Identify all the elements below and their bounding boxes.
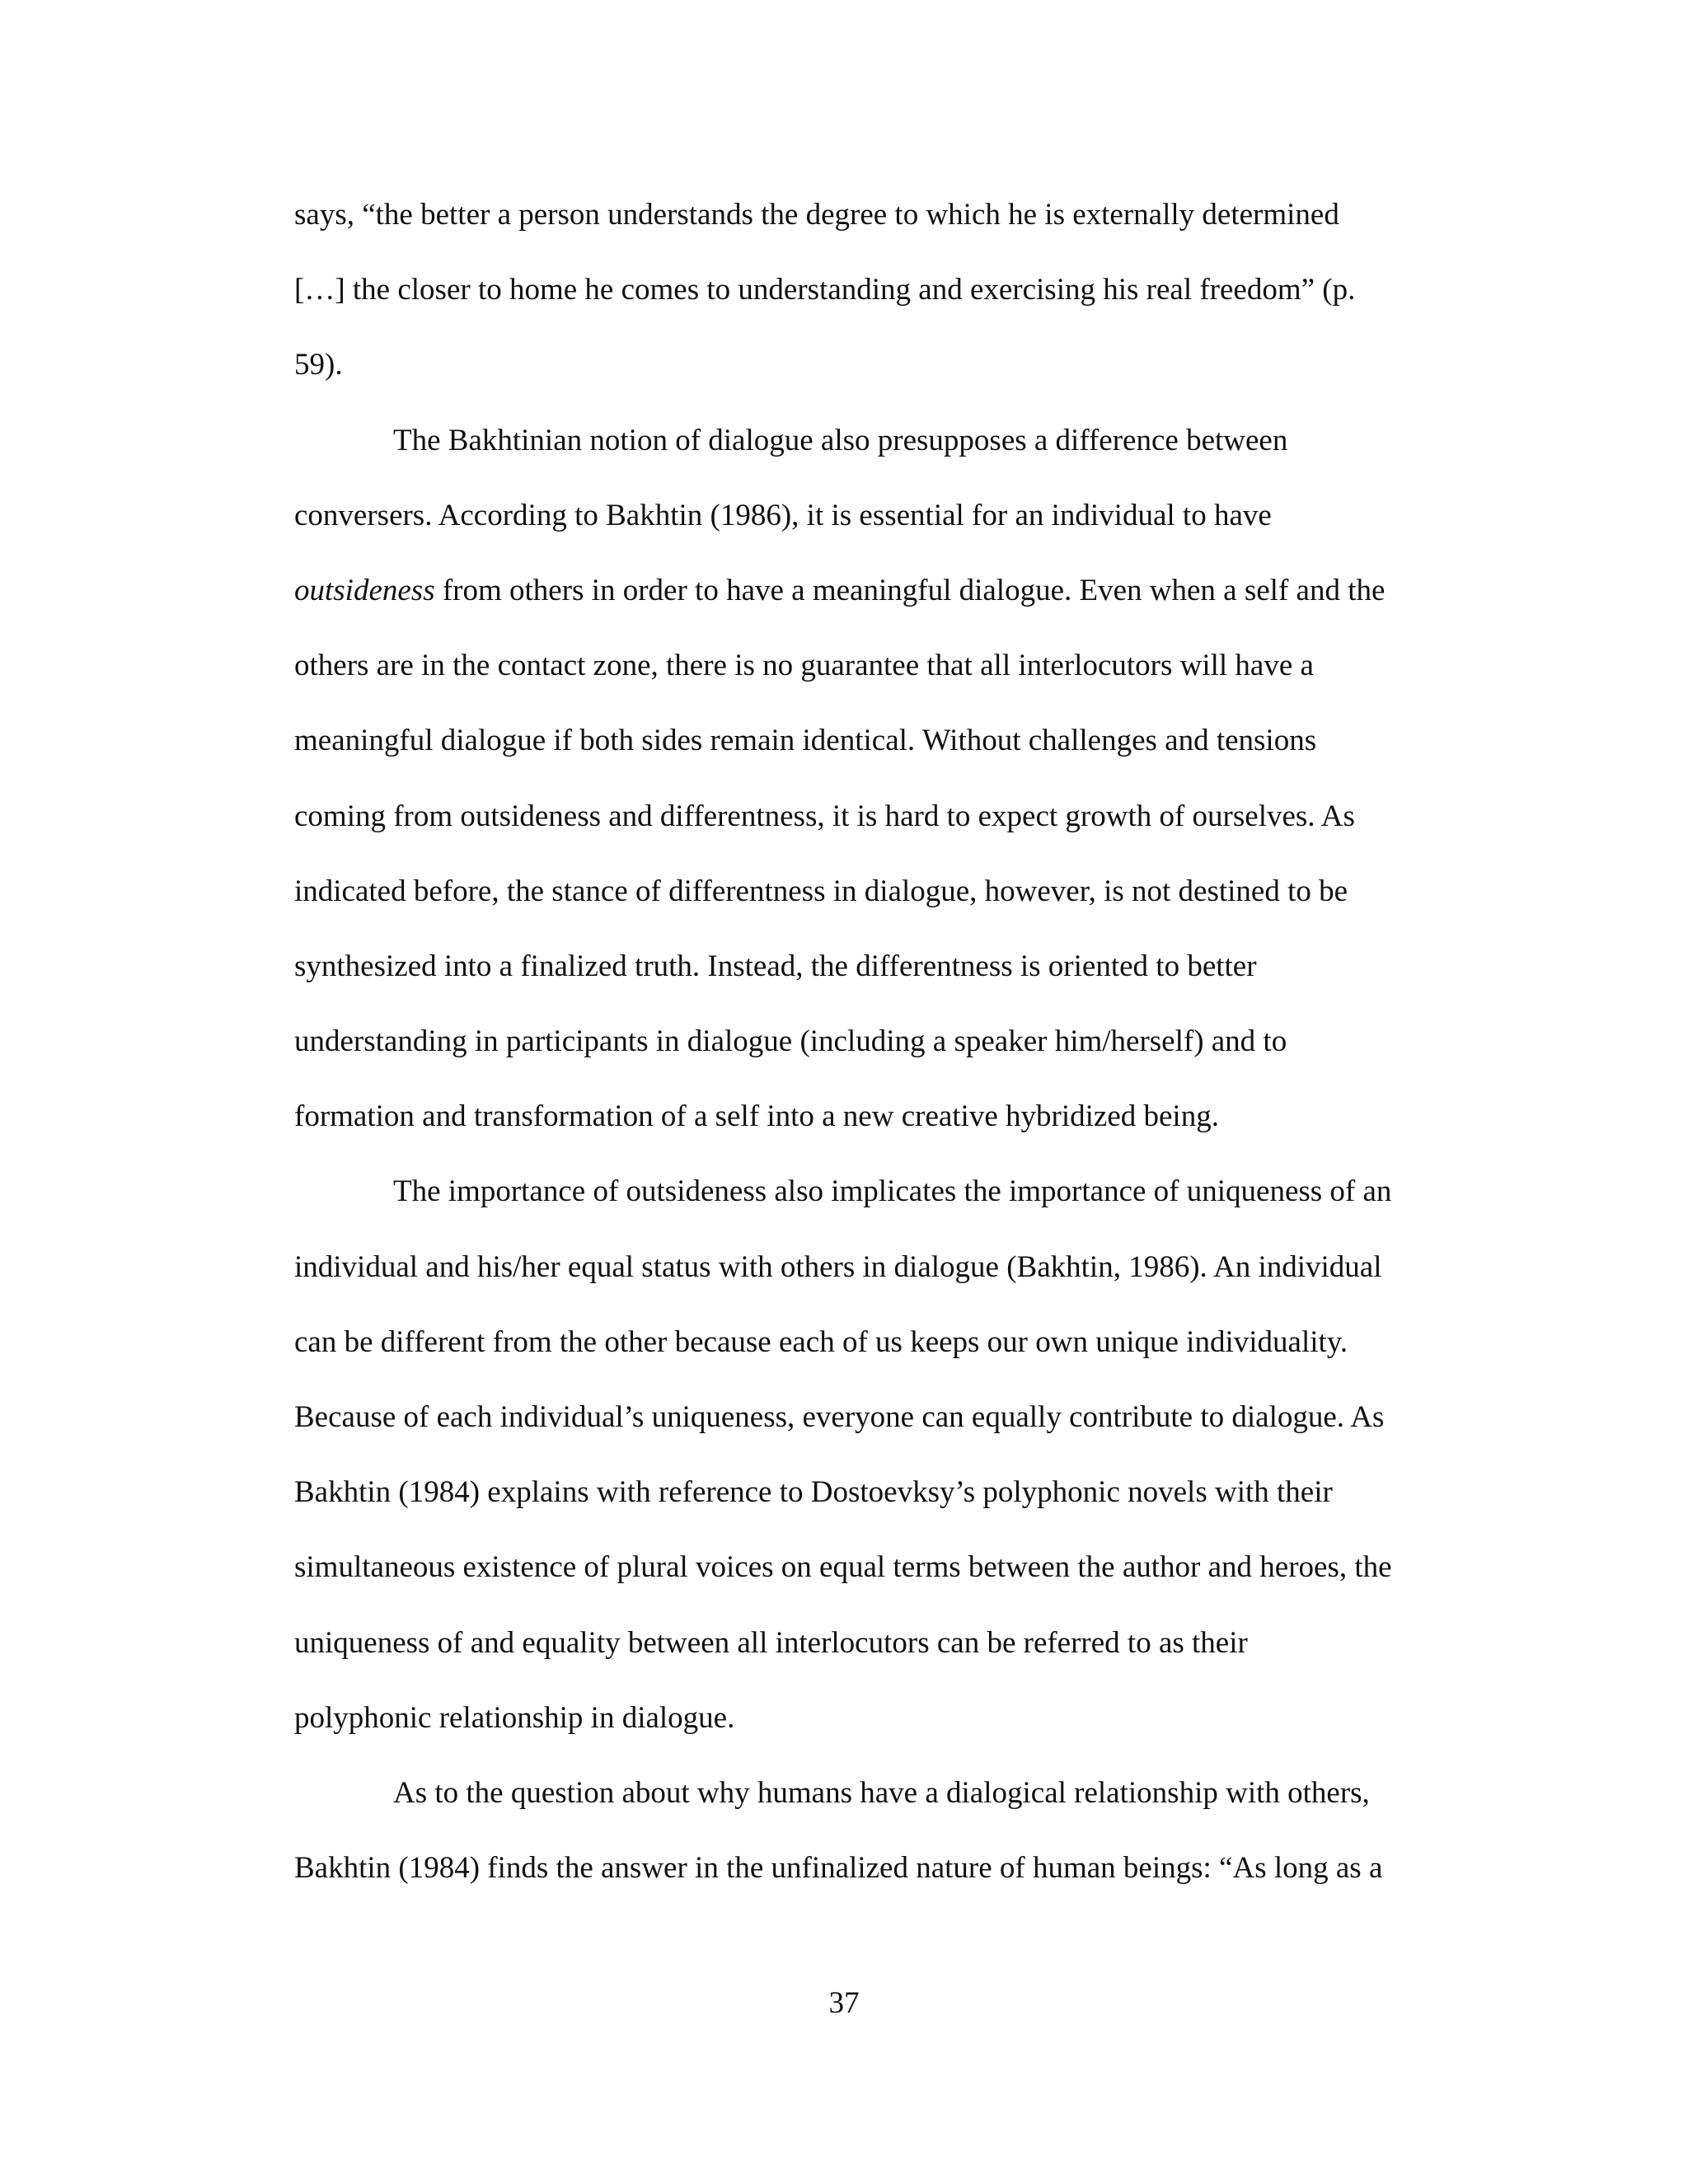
text-line: […] the closer to home he comes to understanding and exercising his real freedom” (p. <box>294 273 1356 307</box>
text-line: The Bakhtinian notion of dialogue also presupposes a difference between <box>393 423 1288 457</box>
text-line: individual and his/her equal status with others in dialogue (Bakhtin, 1986). An individual <box>294 1249 1382 1284</box>
text-line: can be different from the other because each of us keeps our own unique individuality. <box>294 1324 1348 1359</box>
text-line: formation and transformation of a self into a new creative hybridized being. <box>294 1099 1219 1134</box>
text-line: Bakhtin (1984) explains with reference to Dostoevksy’s polyphonic novels with their <box>294 1475 1333 1510</box>
text-line: polyphonic relationship in dialogue. <box>294 1700 735 1735</box>
text-line: meaningful dialogue if both sides remain identical. Without challenges and tensions <box>294 724 1317 758</box>
text-line-rest: from others in order to have a meaningful dialogue. Even when a self and the <box>434 573 1386 607</box>
text-line: The importance of outsideness also implicates the importance of uniqueness of an <box>393 1174 1392 1209</box>
text-line: simultaneous existence of plural voices on equal terms between the author and heroes, the <box>294 1550 1392 1585</box>
text-line: others are in the contact zone, there is no guarantee that all interlocutors will have a <box>294 649 1314 683</box>
text-line: uniqueness of and equality between all interlocutors can be referred to as their <box>294 1625 1248 1660</box>
text-line: conversers. According to Bakhtin (1986), it is essential for an individual to have <box>294 498 1272 532</box>
italic-term: outsideness <box>294 573 435 607</box>
text-line: coming from outsideness and differentness, it is hard to expect growth of ourselves. As <box>294 799 1355 833</box>
text-line <box>294 564 1481 639</box>
text-line: indicated before, the stance of differentness in dialogue, however, is not destined to be <box>294 874 1348 908</box>
text-line: says, “the better a person understands the degree to which he is externally determined <box>294 198 1339 232</box>
page-number: 37 <box>828 1986 860 2020</box>
text-line: As to the question about why humans have a dialogical relationship with others, <box>393 1775 1370 1810</box>
body-text <box>294 188 1481 1916</box>
text-line: understanding in participants in dialogue (including a speaker him/herself) and to <box>294 1024 1287 1059</box>
text-line: Bakhtin (1984) finds the answer in the unfinalized nature of human beings: “As long as a <box>294 1851 1383 1886</box>
text-line: Because of each individual’s uniqueness, everyone can equally contribute to dialogue. As <box>294 1400 1385 1434</box>
text-line: synthesized into a finalized truth. Instead, the differentness is oriented to better <box>294 949 1257 983</box>
text-line: 59). <box>294 348 343 382</box>
